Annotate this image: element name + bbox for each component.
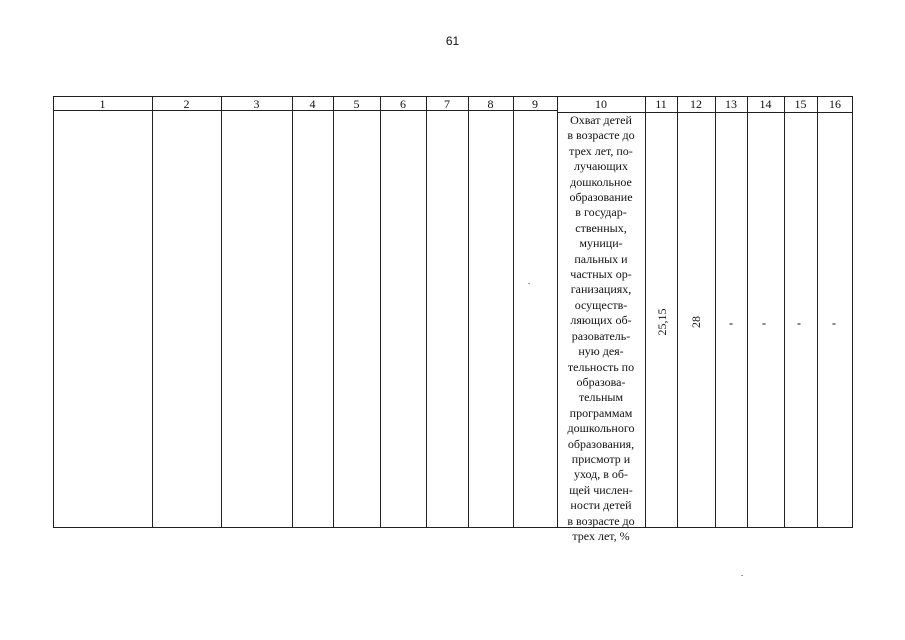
- indicator-line: Охват детей: [570, 113, 632, 127]
- indicator-line: в возрасте до: [567, 128, 635, 143]
- column-divider: [468, 96, 469, 528]
- indicator-description: [558, 113, 644, 544]
- indicator-line: в государ-: [575, 205, 627, 220]
- column-header: 7: [444, 97, 450, 111]
- indicator-line: тельность по: [567, 359, 635, 374]
- column-header: 1: [99, 97, 106, 111]
- column-divider: [221, 96, 222, 528]
- column-divider: [152, 96, 153, 528]
- indicator-line: дошкольного: [567, 421, 635, 436]
- column-header: 14: [759, 97, 772, 111]
- indicator-line: щей числен-: [569, 482, 633, 497]
- column-header: 2: [183, 97, 190, 111]
- column-divider: [292, 96, 293, 528]
- column-divider: [426, 96, 427, 528]
- indicator-line: в возрасте до: [567, 513, 635, 528]
- column-header: 15: [794, 97, 807, 111]
- indicator-line: частных ор-: [570, 267, 632, 282]
- indicator-line: ности детей: [570, 498, 632, 513]
- indicator-line: осуществ-: [574, 297, 628, 312]
- indicator-line: лучающих: [574, 159, 628, 174]
- indicator-line: уход, в об-: [573, 467, 629, 482]
- column-header: 10: [595, 97, 607, 111]
- indicator-line: ганизациях,: [570, 282, 632, 297]
- indicator-line: ственных,: [575, 220, 627, 235]
- indicator-line: тельным: [578, 390, 624, 405]
- scan-speck: [528, 283, 530, 284]
- indicator-line: пальных и: [574, 251, 628, 266]
- column-header: 12: [690, 97, 702, 111]
- column-header: 13: [725, 97, 737, 111]
- column-header: 5: [353, 97, 360, 111]
- indicator-line: дошкольное: [570, 174, 632, 189]
- value-col15: -: [797, 316, 801, 330]
- column-divider: [784, 96, 785, 528]
- indicator-line: программам: [569, 405, 633, 420]
- column-header: 3: [253, 97, 260, 111]
- column-divider: [333, 96, 334, 528]
- indicator-line: муници-: [579, 236, 623, 251]
- scan-speck: [741, 575, 743, 576]
- column-divider: [817, 96, 818, 528]
- column-header: 9: [532, 97, 538, 111]
- page-number: 61: [445, 34, 460, 48]
- indicator-line: разователь-: [571, 328, 631, 343]
- indicator-line: ную дея-: [578, 344, 624, 359]
- column-divider: [747, 96, 748, 528]
- indicator-line: трех лет, %: [572, 528, 630, 543]
- column-divider: [645, 96, 646, 528]
- value-col14: -: [762, 316, 766, 330]
- column-header: 8: [487, 97, 494, 111]
- column-header: 11: [655, 97, 667, 111]
- indicator-line: трех лет, по-: [569, 143, 633, 158]
- indicator-line: присмотр и: [571, 451, 631, 466]
- column-divider: [715, 96, 716, 528]
- data-table: [53, 96, 853, 528]
- value-col13: -: [729, 316, 733, 330]
- indicator-line: ляющих об-: [570, 313, 632, 328]
- value-col11: 25,15: [655, 308, 669, 336]
- indicator-line: образование: [569, 190, 633, 205]
- column-header: 16: [829, 97, 841, 111]
- column-divider: [677, 96, 678, 528]
- indicator-line: образова-: [576, 374, 626, 389]
- column-header: 6: [400, 97, 406, 111]
- value-col12: 28: [689, 316, 703, 328]
- column-divider: [380, 96, 381, 528]
- value-col16: -: [832, 316, 836, 330]
- column-header: 4: [309, 97, 316, 111]
- indicator-line: образования,: [567, 436, 635, 451]
- column-divider: [513, 96, 514, 528]
